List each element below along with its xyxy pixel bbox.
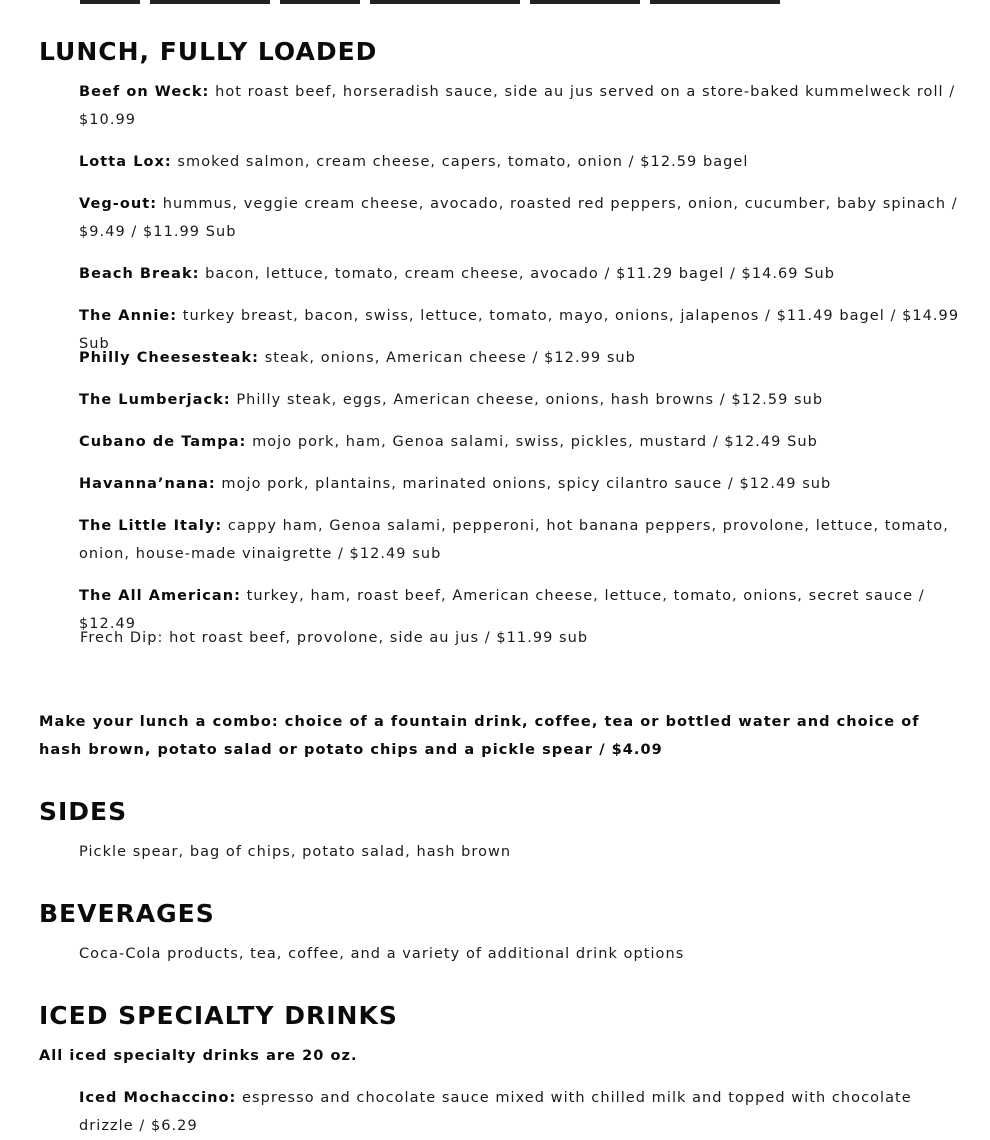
menu-item-name: The All American: <box>79 588 241 604</box>
section-heading-sides: SIDES <box>39 797 128 826</box>
menu-item-desc: hummus, veggie cream cheese, avocado, roasted red peppers, onion, cucumber, baby spinach / $9.49 / $11.99 Sub <box>79 196 958 240</box>
menu-item-name: The Annie: <box>79 308 178 324</box>
menu-item-name: Lotta Lox: <box>79 154 172 170</box>
menu-item-beef-on-weck <box>79 78 964 134</box>
menu-item-the-lumberjack <box>79 386 964 414</box>
menu-item-havanna-nana <box>79 470 964 498</box>
menu-item-desc: smoked salmon, cream cheese, capers, tomato, onion / $12.59 bagel <box>171 154 749 170</box>
menu-item-iced-mochaccino <box>79 1084 964 1140</box>
menu-item-cubano-de-tampa <box>79 428 964 456</box>
menu-item-desc: turkey breast, bacon, swiss, lettuce, tomato, mayo, onions, jalapenos / $11.49 bagel / $14.99 Sub <box>79 308 960 352</box>
menu-item-desc: mojo pork, plantains, marinated onions, spicy cilantro sauce / $12.49 sub <box>215 476 832 492</box>
menu-item-desc: cappy ham, Genoa salami, pepperoni, hot banana peppers, provolone, lettuce, tomato, onion, house-made vinaigrette / $12.49 sub <box>79 518 949 562</box>
combo-note: Make your lunch a combo: choice of a fountain drink, coffee, tea or bottled water and choice of hash brown, potato salad or potato chips and a pickle spear / $4.09 <box>39 714 920 758</box>
menu-item-philly-cheesesteak <box>79 344 964 372</box>
menu-item-name: Philly Cheesesteak: <box>79 350 260 366</box>
beverages-list: Coca-Cola products, tea, coffee, and a variety of additional drink options <box>79 946 685 962</box>
menu-item-desc: turkey, ham, roast beef, American cheese, lettuce, tomato, onions, secret sauce / $12.49 <box>79 588 925 632</box>
menu-item-veg-out <box>79 190 964 246</box>
sides-list: Pickle spear, bag of chips, potato salad, hash brown <box>79 844 512 860</box>
section-heading-lunch: LUNCH, FULLY LOADED <box>39 37 378 66</box>
menu-item-desc: Philly steak, eggs, American cheese, onions, hash browns / $12.59 sub <box>230 392 824 408</box>
menu-item-name: The Lumberjack: <box>79 392 231 408</box>
menu-item-desc: espresso and chocolate sauce mixed with chilled milk and topped with chocolate drizzle / $6.29 <box>79 1090 912 1134</box>
menu-item-name: Beef on Weck: <box>79 84 210 100</box>
menu-item-desc: hot roast beef, horseradish sauce, side au jus served on a store-baked kummelweck roll / $10.99 <box>79 84 956 128</box>
menu-item-beach-break <box>79 260 964 288</box>
menu-item-desc: mojo pork, ham, Genoa salami, swiss, pickles, mustard / $12.49 Sub <box>246 434 818 450</box>
section-heading-beverages: BEVERAGES <box>39 899 215 928</box>
menu-item-name: The Little Italy: <box>79 518 223 534</box>
menu-item-lotta-lox <box>79 148 964 176</box>
menu-item-name: Iced Mochaccino: <box>79 1090 237 1106</box>
menu-item-desc: steak, onions, American cheese / $12.99 sub <box>259 350 636 366</box>
iced-drinks-note: All iced specialty drinks are 20 oz. <box>39 1048 358 1064</box>
menu-item-desc: bacon, lettuce, tomato, cream cheese, avocado / $11.29 bagel / $14.69 Sub <box>199 266 835 282</box>
menu-item-the-little-italy <box>79 512 964 568</box>
menu-item-name: Veg-out: <box>79 196 158 212</box>
cutoff-text-line <box>80 0 800 4</box>
menu-item-name: Cubano de Tampa: <box>79 434 247 450</box>
menu-item-name: Beach Break: <box>79 266 200 282</box>
menu-item-french-dip: Frech Dip: hot roast beef, provolone, side au jus / $11.99 sub <box>80 630 589 646</box>
section-heading-iced-specialty-drinks: ICED SPECIALTY DRINKS <box>39 1001 398 1030</box>
menu-item-name: Havanna’nana: <box>79 476 216 492</box>
